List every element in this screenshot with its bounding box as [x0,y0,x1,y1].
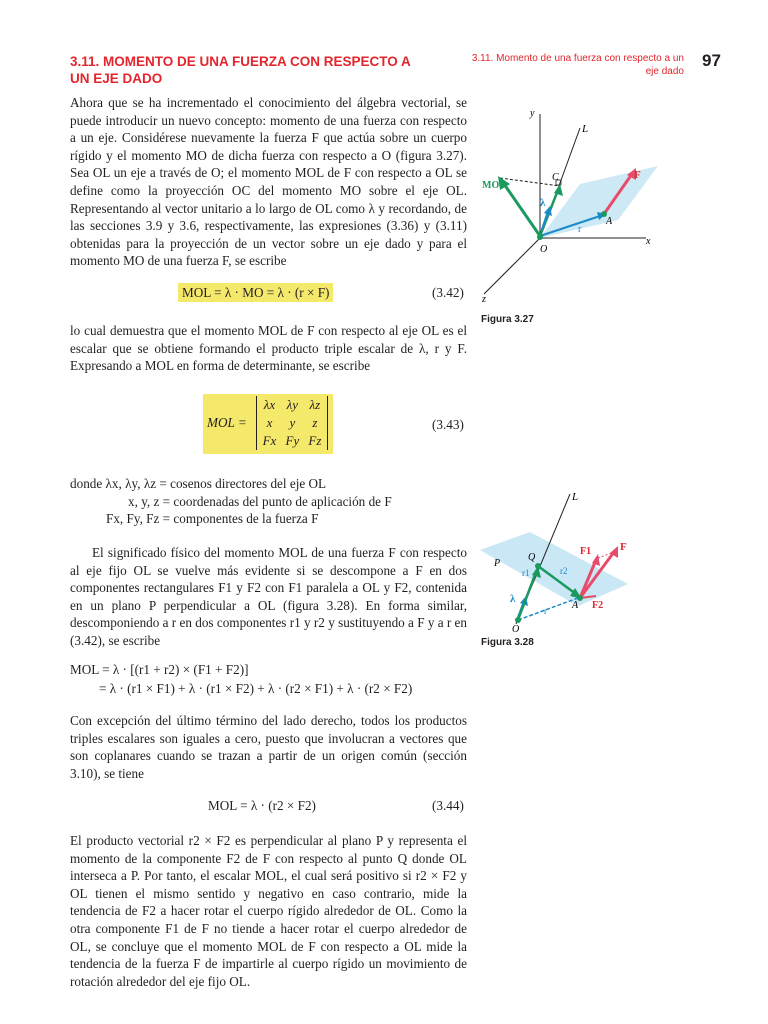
fig327-label-A: A [606,216,613,227]
paragraph-triple-products: Con excepción del último término del lado derecho, todos los productos triples escalares son iguales a cero, puesto que involucran a vectores que son coplanares cuando se trazan a partir de un origen común (sección 3.10), se tiene [70,713,467,781]
fig327-dashed-projection [500,178,560,186]
fig327-label-C: C [552,172,559,183]
fig327-axis-z [484,238,540,294]
fig328-point-O [515,617,521,623]
fig327-point-O [537,234,543,240]
equation-expansion-line-2: = λ · (r1 × F1) + λ · (r1 × F2) + λ · (r2 × F1) + λ · (r2 × F2) [99,681,413,696]
determinant-cell: λy [286,397,299,412]
paragraph-conclusion: El producto vectorial r2 × F2 es perpendicular al plano P y representa el momento de la componente F2 de F con respecto al punto Q donde OL interseca a P. Por tanto, el escalar MOL, el cual será positivo si r2 × F2 y OL tienen el mismo sentido y negativo en caso contrario, mide la tendencia de F2 a hacer rotar el cuerpo rígido alrededor de OL. Como la otra componente F1 de F no tiende a hacer rotar el cuerpo alrededor de OL, se concluye que el momento MOL de F con respecto a OL mide la tendencia de la fuerza F de impartirle al cuerpo rígido un movimiento de rotación alrededor del eje fijo OL. [70,833,467,989]
fig328-point-Q [535,563,541,569]
fig327-label-y: y [530,108,535,119]
equation-3-42-number: (3.42) [432,285,464,300]
determinant-cell: λz [309,397,321,412]
definition-line-2: x, y, z = coordenadas del punto de aplicación de F [128,493,392,509]
fig327-arrow-MO [504,184,540,236]
equation-3-44-number: (3.44) [432,798,464,813]
fig328-label-Q: Q [528,552,536,563]
determinant-row [258,432,326,450]
fig327-label-MO: MO [482,180,500,191]
fig328-label-r: r [544,606,547,616]
figure-3-28-caption: Figura 3.28 [481,637,534,648]
determinant-cell: Fz [308,433,322,448]
running-head: 3.11. Momento de una fuerza con respecto a un eje dado [471,53,684,77]
figure-3-27-caption: Figura 3.27 [481,314,534,325]
fig328-label-F1: F1 [580,546,592,557]
fig328-plane-P [480,532,628,606]
fig327-label-r: r [578,224,582,235]
determinant-row [258,396,326,414]
paragraph-physical-meaning: El significado físico del momento MOL de una fuerza F con respecto al eje fijo OL se vuelve más evidente si se descompone a F en dos componentes rectangulares F1 y F2 con F1 paralela a OL y F2, contenida en un plano P perpendicular a OL (figura 3.28). En forma similar, descomponiendo a r en dos componentes r1 y r2 y sustituyendo a F y a r en (3.42), se escribe [70,545,468,648]
fig328-label-r2: r2 [560,566,568,576]
determinant-cell: Fx [262,433,277,448]
fig328-label-F2: F2 [592,600,604,611]
determinant-cell: x [266,415,273,430]
definition-line-1: donde λx, λy, λz = cosenos directores del eje OL [70,476,327,491]
determinant-grid [258,396,326,450]
paragraph-intro: Ahora que se ha incrementado el conocimiento del álgebra vectorial, se puede introducir un nuevo concepto: momento de una fuerza con respecto a un eje. Considérese nuevamente la fuerza F que actúa sobre un cuerpo rígido y el momento MO de dicha fuerza con respecto a O (figura 3.27). Sea OL un eje a través de O; el momento MOL de F con respecto a OL se define como la proyección OC del momento MO sobre el eje OL. Representando al vector unitario a lo largo de OL como λ y recordando, de las secciones 3.9 y 3.6, respectivamente, las expresiones (3.36) y (3.11) obtenidas para la proyección de un vector sobre un eje dado y para el momento MO de una fuerza F, se escribe [70,95,467,269]
fig328-label-F: F [620,541,627,553]
determinant-lhs: MOL = [207,415,247,430]
equation-3-42-highlight: MOL = λ · MO = λ · (r × F) [178,283,333,302]
fig328-label-P: P [494,558,501,569]
determinant-cell: y [289,415,296,430]
fig328-label-r1: r1 [522,568,530,578]
fig327-label-O: O [540,244,548,255]
paragraph-determinant-intro: lo cual demuestra que el momento MOL de F con respecto al eje OL es el escalar que se obtiene formando el producto triple escalar de λ, r y F. Expresando a MOL en forma de determinante, se escribe [70,323,467,374]
determinant-cell: Fy [285,433,300,448]
fig328-label-lambda: λ [510,593,516,605]
fig328-label-A: A [572,600,579,611]
equation-3-43-number: (3.43) [432,417,464,432]
equation-3-44: MOL = λ · (r2 × F2) [208,798,316,813]
fig327-label-lambda: λ [540,197,546,209]
fig328-label-L: L [572,491,579,503]
determinant-row [258,414,326,432]
figure-3-28 [478,488,668,634]
determinant-cell: z [312,415,318,430]
fig327-label-L: L [582,123,589,135]
fig327-label-x: x [646,236,651,247]
definitions-block [70,475,392,528]
fig327-label-z: z [482,294,486,305]
section-title: 3.11. MOMENTO DE UNA FUERZA CON RESPECTO A UN EJE DADO [70,54,411,86]
figure-3-27 [478,100,668,310]
equation-3-42 [178,285,333,301]
fig328-label-O: O [512,624,520,634]
equation-3-43 [203,394,333,454]
definition-line-3: Fx, Fy, Fz = componentes de la fuerza F [106,511,319,526]
page-number: 97 [702,51,721,70]
equation-expansion-line-1: MOL = λ · [(r1 + r2) × (F1 + F2)] [70,662,249,677]
fig327-label-F: F [634,169,641,181]
fig328-arrow-r1 [518,572,536,620]
determinant-cell: λx [263,397,276,412]
